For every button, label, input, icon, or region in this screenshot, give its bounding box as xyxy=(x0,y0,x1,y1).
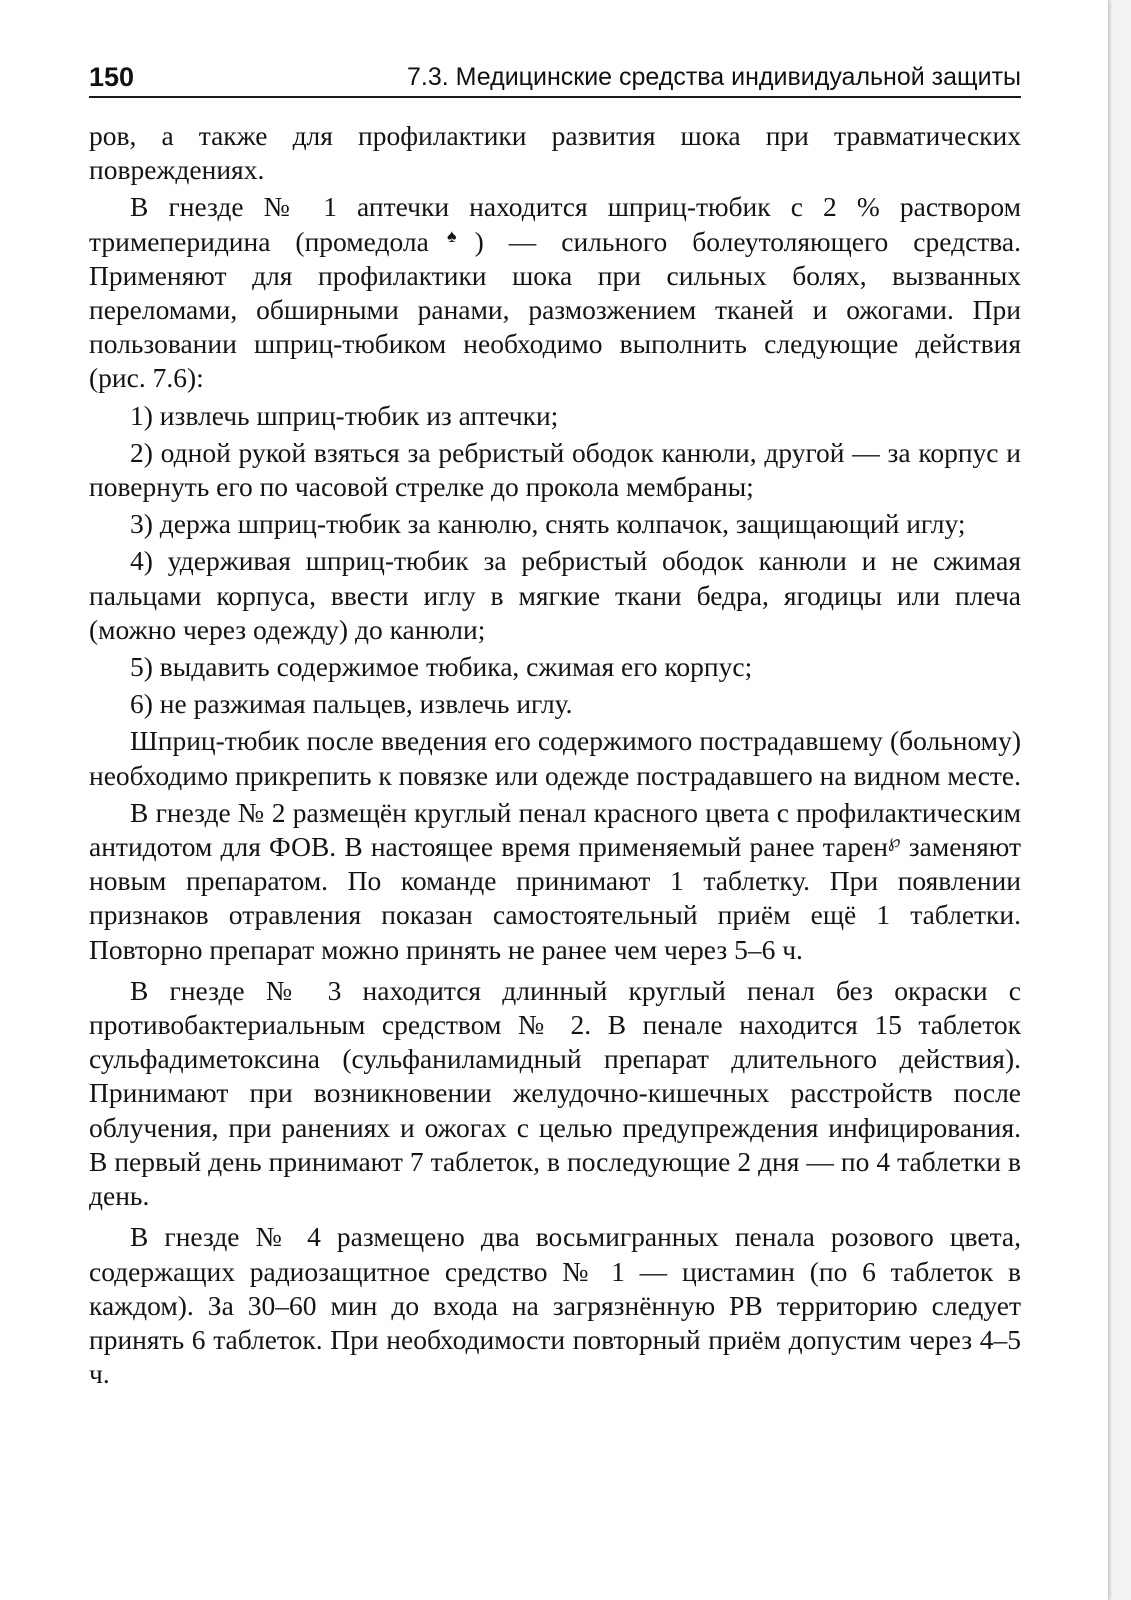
paragraph-slot-2 xyxy=(89,796,1021,967)
page-number: 150 xyxy=(89,62,135,92)
paragraph-slot-1-text-end: ) — сильного болеутоляющего средства. Применяют для профилактики шока при сильных болях, вызванных переломами, обширными ранами, размозжением тканей и ожогами. При пользовании шприц-тюбиком необходимо выполнить следующие действия (рис. 7.6): xyxy=(89,225,1021,394)
paragraph-slot-2-text-end: заменяют новым препаратом. По команде принимают 1 таблетку. При появлении признаков отравления показан самостоятельный приём ещё 1 таблетки. Повторно препарат можно принять не ранее чем через 5–6 ч. xyxy=(89,831,1021,965)
list-item-step-5: 5) выдавить содержимое тюбика, сжимая его корпус; xyxy=(130,651,753,683)
paragraph-after-injection: Шприц-тюбик после введения его содержимого пострадавшему (больному) необходимо прикрепить к повязке или одежде пострадавшего на видном месте. xyxy=(89,725,1021,791)
paragraph-slot-1 xyxy=(89,190,1021,395)
page-body xyxy=(89,119,1021,1391)
list-item-step-3: 3) держа шприц-тюбик за канюлю, снять колпачок, защищающий иглу; xyxy=(130,508,966,540)
list-item-step-6: 6) не разжимая пальцев, извлечь иглу. xyxy=(130,688,573,720)
list-item-step-1: 1) извлечь шприц-тюбик из аптечки; xyxy=(130,399,559,431)
spade-icon: ♠ xyxy=(428,225,475,246)
paragraph-slot-4: В гнезде № 4 размещено два восьмигранных пенала розового цвета, содержащих радиозащитное средство № 1 — цистамин (по 6 таблеток в каждом). За 30–60 мин до входа на загрязнённую РВ территорию следует принять 6 таблеток. При необходимости повторный приём допустим через 4–5 ч. xyxy=(89,1221,1021,1390)
page-header xyxy=(89,60,1021,98)
paragraph-slot-3: В гнезде № 3 находится длинный круглый пенал без окраски с противобактериальным средством № 2. В пенале находится 15 таблеток сульфадиметоксина (сульфаниламидный препарат длительного действия). Принимают при возникновении желудочно-кишечных расстройств после облучения, при ранениях и ожогах с целью предупреждения инфицирования. В первый день принимают 7 таблеток, в последующие 2 дня — по 4 таблетки в день. xyxy=(89,974,1021,1212)
list-item-step-4: 4) удерживая шприц-тюбик за ребристый ободок канюли и не сжимая пальцами корпуса, ввести иглу в мягкие ткани бедра, ягодицы или плеча (можно через одежду) до канюли; xyxy=(89,545,1021,645)
obsolete-mark-icon: ℘ xyxy=(888,831,901,852)
paragraph-slot-2-text-start: В гнезде № 2 размещён круглый пенал красного цвета с профилактическим антидотом для ФОВ. В настоящее время применяемый ранее тарен xyxy=(89,796,1021,863)
paragraph-slot-1-text-start: В гнезде № 1 аптечки находится шприц-тюбик с 2 % раствором тримеперидина (промедола xyxy=(89,191,1021,257)
paragraph-shock-prevention: ров, а также для профилактики развития шока при травматических повреждениях. xyxy=(89,120,1021,186)
running-title: 7.3. Медицинские средства индивидуальной защиты xyxy=(407,63,1021,91)
list-item-step-2: 2) одной рукой взяться за ребристый ободок канюли, другой — за корпус и повернуть его по часовой стрелке до прокола мембраны; xyxy=(89,436,1021,503)
